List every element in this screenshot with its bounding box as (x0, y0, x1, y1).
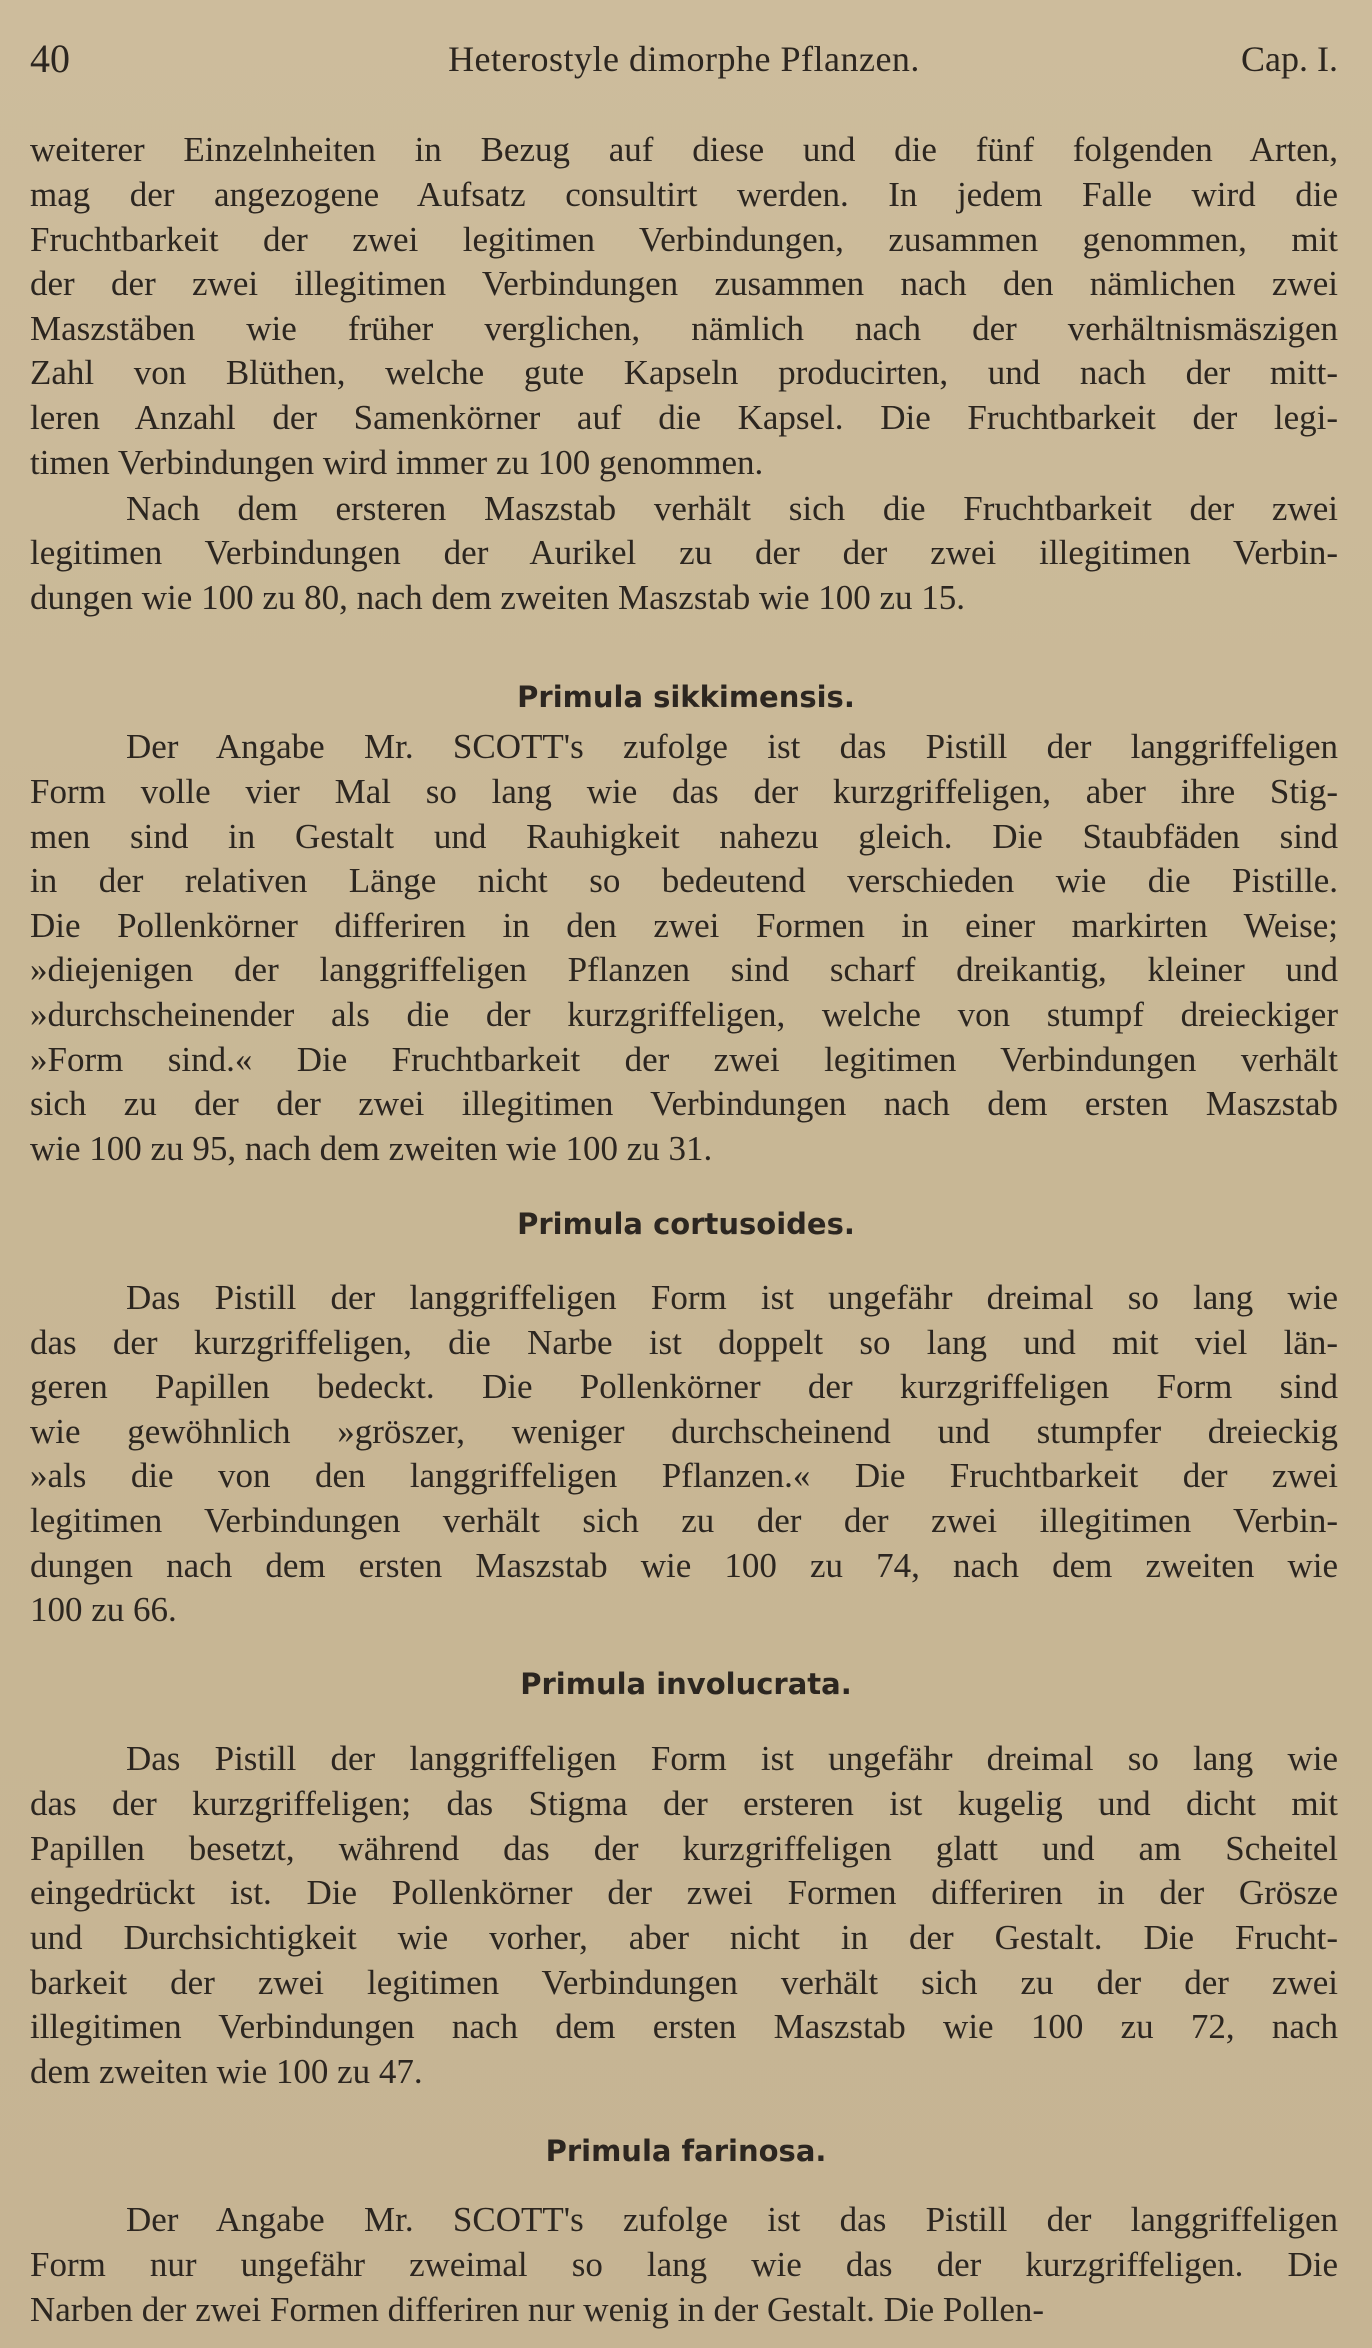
text-line: mag der angezogene Aufsatz consultirt werden. In jedem Falle wird die (30, 175, 1338, 214)
text-line: leren Anzahl der Samenkörner auf die Kapsel. Die Fruchtbarkeit der legi- (30, 398, 1338, 437)
text-line: Das Pistill der langgriffeligen Form ist ungefähr dreimal so lang wie (126, 1278, 1338, 1317)
text-line: Der Angabe Mr. SCOTT's zufolge ist das Pistill der langgriffeligen (126, 727, 1338, 766)
text-line: Zahl von Blüthen, welche gute Kapseln producirten, und nach der mitt- (30, 353, 1338, 392)
running-title: Heterostyle dimorphe Pflanzen. (448, 39, 920, 79)
text-line: legitimen Verbindungen verhält sich zu der der zwei illegitimen Verbin- (30, 1501, 1338, 1540)
text-line: Die Pollenkörner differiren in den zwei Formen in einer markirten Weise; (30, 906, 1338, 945)
text-line: Maszstäben wie früher verglichen, nämlich nach der verhältnismäszigen (30, 309, 1338, 348)
section-heading: Primula farinosa. (545, 2134, 827, 2168)
text-line: timen Verbindungen wird immer zu 100 genommen. (30, 443, 764, 482)
text-line: »Form sind.« Die Fruchtbarkeit der zwei legitimen Verbindungen verhält (30, 1040, 1338, 1079)
text-line: illegitimen Verbindungen nach dem ersten Maszstab wie 100 zu 72, nach (30, 2007, 1338, 2046)
text-line: wie 100 zu 95, nach dem zweiten wie 100 zu 31. (30, 1129, 713, 1168)
text-line: Narben der zwei Formen differiren nur wenig in der Gestalt. Die Pollen- (30, 2290, 1045, 2329)
text-line: 100 zu 66. (30, 1590, 177, 1629)
text-line: in der relativen Länge nicht so bedeutend verschieden wie die Pistille. (30, 861, 1338, 900)
page-number: 40 (30, 36, 70, 81)
text-line: wie gewöhnlich »gröszer, weniger durchscheinend und stumpfer dreieckig (30, 1412, 1338, 1451)
text-line: Papillen besetzt, während das der kurzgriffeligen glatt und am Scheitel (30, 1829, 1338, 1868)
text-line: Fruchtbarkeit der zwei legitimen Verbindungen, zusammen genommen, mit (30, 220, 1338, 259)
text-line: legitimen Verbindungen der Aurikel zu der der zwei illegitimen Verbin- (30, 533, 1338, 572)
text-line: »durchscheinender als die der kurzgriffeligen, welche von stumpf dreieckiger (30, 995, 1338, 1034)
text-line: Der Angabe Mr. SCOTT's zufolge ist das Pistill der langgriffeligen (126, 2200, 1338, 2239)
text-line: Form nur ungefähr zweimal so lang wie das der kurzgriffeligen. Die (30, 2245, 1338, 2284)
text-line: Form volle vier Mal so lang wie das der kurzgriffeligen, aber ihre Stig- (30, 772, 1338, 811)
text-line: dungen wie 100 zu 80, nach dem zweiten Maszstab wie 100 zu 15. (30, 578, 966, 617)
section-heading: Primula cortusoides. (517, 1207, 855, 1241)
text-line: men sind in Gestalt und Rauhigkeit nahezu gleich. Die Staubfäden sind (30, 817, 1338, 856)
section-heading: Primula involucrata. (520, 1667, 852, 1701)
text-line: dem zweiten wie 100 zu 47. (30, 2052, 423, 2091)
text-line: Das Pistill der langgriffeligen Form ist ungefähr dreimal so lang wie (126, 1739, 1338, 1778)
text-line: dungen nach dem ersten Maszstab wie 100 zu 74, nach dem zweiten wie (30, 1546, 1338, 1585)
running-head (30, 34, 1338, 84)
text-line: eingedrückt ist. Die Pollenkörner der zwei Formen differiren in der Grösze (30, 1873, 1338, 1912)
text-line: weiterer Einzelnheiten in Bezug auf diese und die fünf folgenden Arten, (30, 130, 1338, 169)
text-line: das der kurzgriffeligen, die Narbe ist doppelt so lang und mit viel län- (30, 1323, 1338, 1362)
text-line: sich zu der der zwei illegitimen Verbindungen nach dem ersten Maszstab (30, 1084, 1338, 1123)
text-line: das der kurzgriffeligen; das Stigma der ersteren ist kugelig und dicht mit (30, 1784, 1338, 1823)
section-heading: Primula sikkimensis. (517, 680, 855, 714)
text-line: der der zwei illegitimen Verbindungen zusammen nach den nämlichen zwei (30, 264, 1338, 303)
chapter-label: Cap. I. (1241, 39, 1338, 79)
text-line: »als die von den langgriffeligen Pflanzen.« Die Fruchtbarkeit der zwei (30, 1456, 1338, 1495)
text-line: und Durchsichtigkeit wie vorher, aber nicht in der Gestalt. Die Frucht- (30, 1918, 1338, 1957)
text-line: barkeit der zwei legitimen Verbindungen verhält sich zu der der zwei (30, 1963, 1338, 2002)
text-line: Nach dem ersteren Maszstab verhält sich die Fruchtbarkeit der zwei (126, 489, 1338, 528)
text-line: geren Papillen bedeckt. Die Pollenkörner der kurzgriffeligen Form sind (30, 1367, 1338, 1406)
text-line: »diejenigen der langgriffeligen Pflanzen sind scharf dreikantig, kleiner und (30, 950, 1338, 989)
